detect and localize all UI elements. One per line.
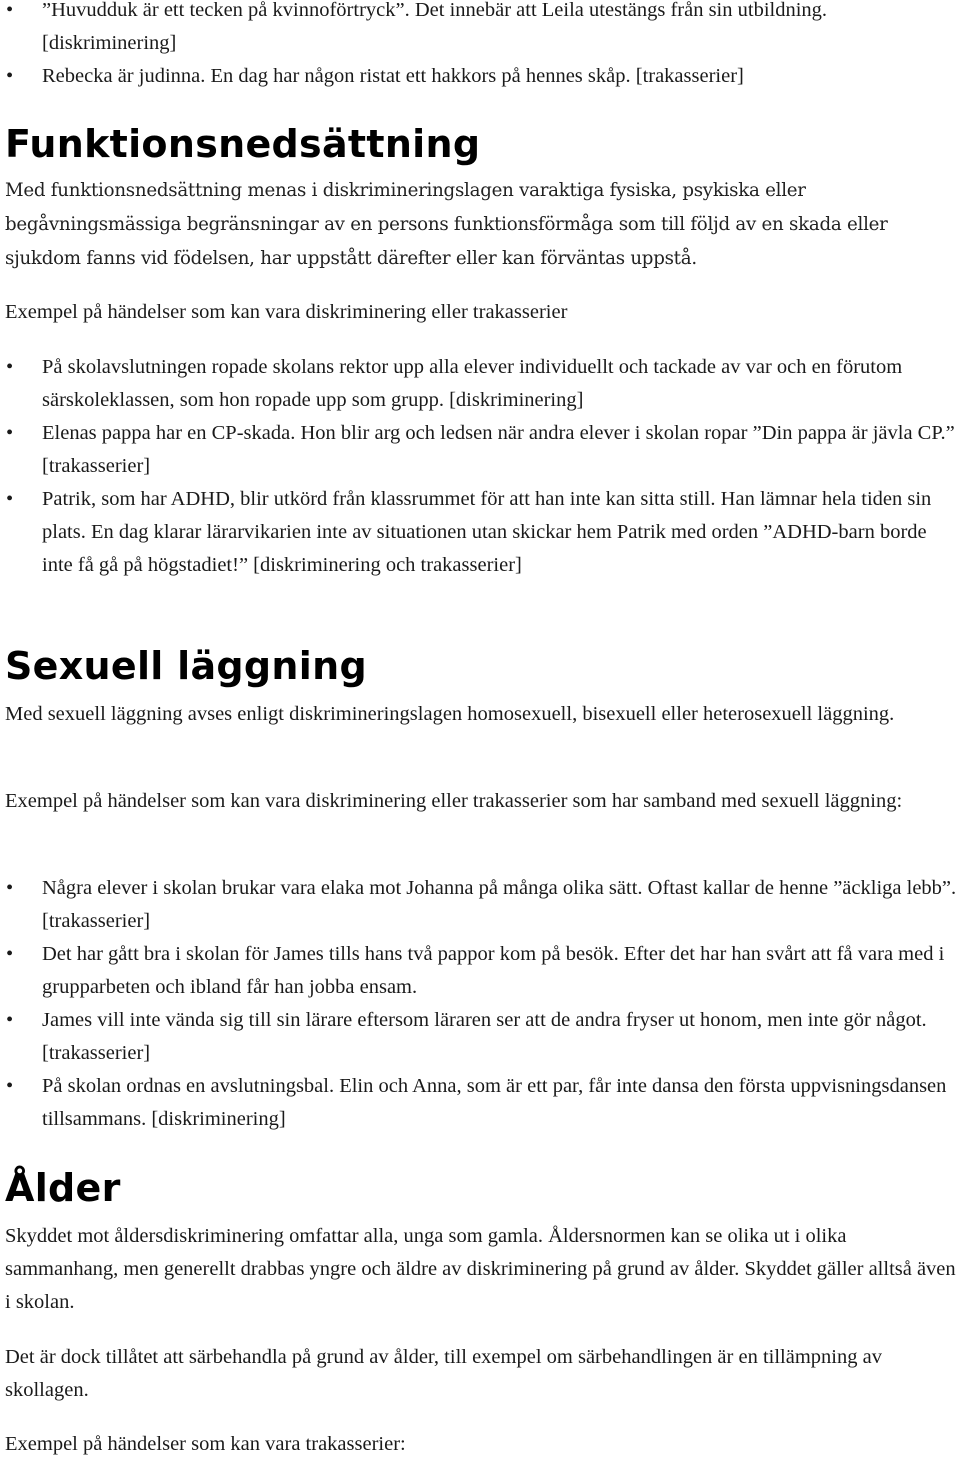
list-item-text: Rebecka är judinna. En dag har någon ristat ett hakkors på hennes skåp. [trakasserier] [42,65,744,87]
list-item-text: På skolavslutningen ropade skolans rektor upp alla elever individuellt och tackade av var och en förutom särskoleklassen, som hon ropade upp som grupp. [diskriminering] [42,356,903,411]
bullet-icon: • [6,488,14,510]
list-item-text: Elenas pappa har en CP-skada. Hon blir arg och ledsen när andra elever i skolan ropar ”Din pappa är jävla CP.” [trakasserier] [42,422,955,477]
list-item [0,483,960,582]
bullet-icon: • [6,943,14,965]
bullet-icon: • [6,65,14,87]
list-item [0,351,960,417]
list-item-text: ”Huvudduk är ett tecken på kvinnoförtryck”. Det innebär att Leila utestängs från sin utbildning. [diskriminering] [42,0,828,54]
bullet-list-orientation [0,872,960,1136]
bullet-icon: • [6,422,14,444]
section-heading-orientation: Sexuell läggning [5,644,367,688]
list-item [0,1004,960,1070]
list-item [0,60,960,93]
list-item [0,872,960,938]
examples-intro-age: Exempel på händelser som kan vara trakasserier: [5,1433,406,1455]
list-item [0,0,960,60]
list-item-text: På skolan ordnas en avslutningsbal. Elin och Anna, som är ett par, får inte dansa den första uppvisningsdansen tillsammans. [diskriminering] [42,1075,947,1130]
bullet-icon: • [6,877,14,899]
bullet-icon: • [6,0,14,21]
top-bullet-list [0,0,960,93]
bullet-icon: • [6,1009,14,1031]
list-item-text: Några elever i skolan brukar vara elaka mot Johanna på många olika sätt. Oftast kallar de henne ”äckliga lebb”. [trakasserier] [42,877,957,932]
bullet-list-disability [0,351,960,582]
list-item-text: James vill inte vända sig till sin lärare eftersom läraren ser att de andra fryser ut honom, men inte gör något. [trakasserier] [42,1009,927,1064]
section-heading-age: Ålder [5,1166,121,1210]
examples-intro-orientation: Exempel på händelser som kan vara diskriminering eller trakasserier som har samband med sexuell läggning: [5,790,903,812]
definition-orientation: Med sexuell läggning avses enligt diskrimineringslagen homosexuell, bisexuell eller heterosexuell läggning. [5,703,895,725]
examples-intro-disability: Exempel på händelser som kan vara diskriminering eller trakasserier [5,301,568,323]
list-item-text: Patrik, som har ADHD, blir utkörd från klassrummet för att han inte kan sitta still. Han lämnar hela tiden sin plats. En dag klarar lärarvikarien inte av situationen utan skickar hem Patrik med orden ”ADHD-barn borde inte få gå på högstadiet!” [diskriminering och trakasserier] [42,488,932,576]
section-heading-disability: Funktionsnedsättning [5,122,481,166]
paragraph-age-2: Det är dock tillåtet att särbehandla på grund av ålder, till exempel om särbehandlingen är en tillämpning av skollagen. [5,1346,882,1401]
list-item [0,938,960,1004]
list-item [0,417,960,483]
bullet-icon: • [6,356,14,378]
definition-disability: Med funktionsnedsättning menas i diskrimineringslagen varaktiga fysiska, psykiska eller begåvningsmässiga begränsningar av en persons funktionsförmåga som till följd av en skada eller sjukdom fanns vid födelsen, har uppstått därefter eller kan förväntas uppstå. [5,180,888,269]
bullet-icon: • [6,1075,14,1097]
list-item [0,1070,960,1136]
paragraph-age-1: Skyddet mot åldersdiskriminering omfattar alla, unga som gamla. Åldersnormen kan se olika ut i olika sammanhang, men generellt drabbas yngre och äldre av diskriminering på grund av ålder. Skyddet gäller alltså även i skolan. [5,1225,956,1313]
list-item-text: Det har gått bra i skolan för James tills hans två pappor kom på besök. Efter det har han svårt att få vara med i grupparbeten och ibland får han jobba ensam. [42,943,945,998]
